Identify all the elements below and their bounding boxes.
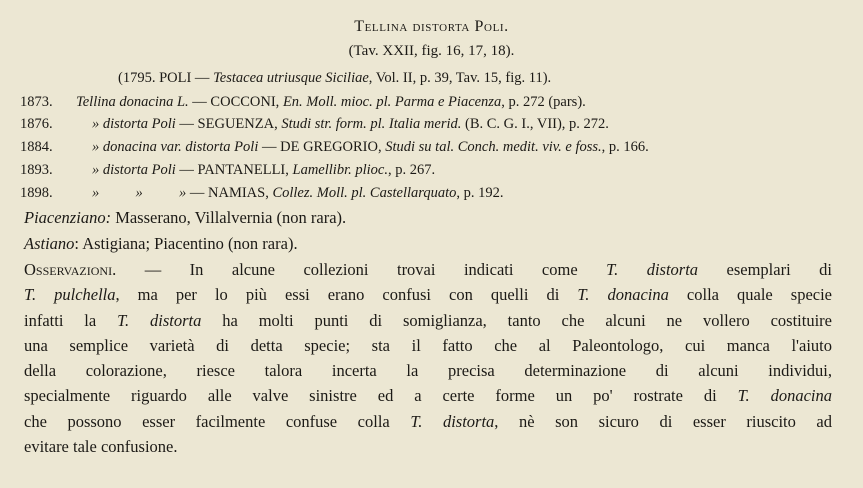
paragraph-line [24, 308, 832, 333]
paragraph-text: , nè son sicuro di esser riuscito ad [494, 411, 833, 431]
synonymy-taxon: » » » [92, 185, 187, 201]
species-name: T. pulchella [24, 285, 116, 305]
paragraph-text: specialmente riguardo alle valve sinistre ed a certe forme un po' rostrate di [24, 386, 738, 406]
synonymy-year: 1898. [20, 185, 53, 201]
occurrence-localities: : Astigiana; Piacentino (non rara). [74, 234, 298, 253]
synonymy-year: 1893. [20, 162, 53, 178]
original-reference [118, 70, 551, 87]
synonymy-author: — NAMIAS, [186, 185, 273, 201]
species-name: T. donacina [577, 285, 669, 305]
paragraph-text: , ma per lo più essi erano confusi con quelli di [115, 285, 578, 305]
paragraph-text: esemplari di [698, 260, 832, 279]
species-name: T. donacina [737, 386, 832, 406]
paragraph-line [24, 358, 832, 383]
occurrence-stage: Piacenziano: [24, 208, 112, 227]
occurrence-piacenziano [24, 205, 832, 230]
paragraph-text: evitare tale confusione. [24, 437, 178, 457]
synonymy-details: , p. 166. [601, 139, 649, 155]
paragraph-text: infatti la [24, 310, 118, 330]
synonymy-taxon: » distorta Poli [92, 162, 176, 178]
paragraph-line [24, 383, 832, 408]
occurrence-localities: Masserano, Villalvernia (non rara). [111, 208, 347, 227]
paragraph-line [24, 257, 832, 282]
paragraph-text: una semplice varietà di detta specie; sta il fatto che al Paleontologo, cui manca l'aiuto [24, 335, 832, 355]
synonymy-details: , p. 267. [387, 162, 436, 178]
species-name: T. distorta [117, 310, 202, 330]
species-name: T. distorta [410, 411, 495, 431]
paragraph-text: ha molti punti di somiglianza, tanto che alcuni ne vollero costituire [201, 310, 832, 330]
paragraph-line [24, 282, 832, 307]
synonymy-author: — SEGUENZA, [175, 116, 282, 132]
synonymy-work: Lamellibr. plioc. [292, 162, 388, 178]
paragraph-text: colla quale specie [668, 285, 832, 305]
occurrence-astiano [24, 231, 832, 256]
synonymy-details: , p. 192. [456, 185, 504, 201]
paragraph-line [24, 333, 832, 358]
synonymy-author: — PANTANELLI, [175, 162, 293, 178]
synonymy-year: 1884. [20, 139, 53, 155]
species-name: T. distorta [606, 260, 699, 279]
synonymy-work: Studi str. form. pl. Italia merid. [281, 116, 462, 132]
synonymy-year: 1876. [20, 116, 53, 132]
paragraph-text: — In alcune collezioni trovai indicati come [116, 260, 607, 279]
species-title: Tellina distorta Poli. [354, 18, 509, 35]
synonymy-details: (B. C. G. I., VII), p. 272. [461, 116, 609, 132]
paragraph-line [24, 434, 832, 459]
paragraph-line [24, 409, 832, 434]
synonymy-author: — COCCONI, [188, 94, 283, 110]
synonymy-taxon: » donacina var. distorta Poli [92, 139, 259, 155]
synonymy-work: En. Moll. mioc. pl. Parma e Piacenza [282, 94, 502, 110]
synonymy-taxon: Tellina donacina L. [76, 94, 189, 110]
paragraph-text: della colorazione, riesce talora incerta la precisa determinazione di alcuni individui, [24, 361, 832, 381]
synonymy-year: 1873. [20, 94, 53, 110]
synonymy-work: Studi su tal. Conch. medit. viv. e foss. [385, 139, 602, 155]
synonymy-work: Collez. Moll. pl. Castellarquato [272, 185, 457, 201]
ref-details: , Vol. II, p. 39, Tav. 15, fig. 11). [368, 70, 552, 86]
plate-reference: (Tav. XXII, fig. 16, 17, 18). [348, 43, 515, 59]
ref-work: Testacea utriusque Siciliae [213, 70, 369, 86]
occurrence-stage: Astiano [24, 234, 75, 253]
synonymy-author: — DE GREGORIO, [258, 139, 386, 155]
observations-heading: Osservazioni. [24, 260, 117, 279]
ref-prefix: (1795. POLI — [118, 70, 214, 86]
synonymy-taxon: » distorta Poli [92, 116, 176, 132]
paragraph-text: che possono esser facilmente confuse colla [24, 411, 411, 431]
synonymy-details: , p. 272 (pars). [501, 94, 586, 110]
observations-paragraph [24, 257, 832, 459]
